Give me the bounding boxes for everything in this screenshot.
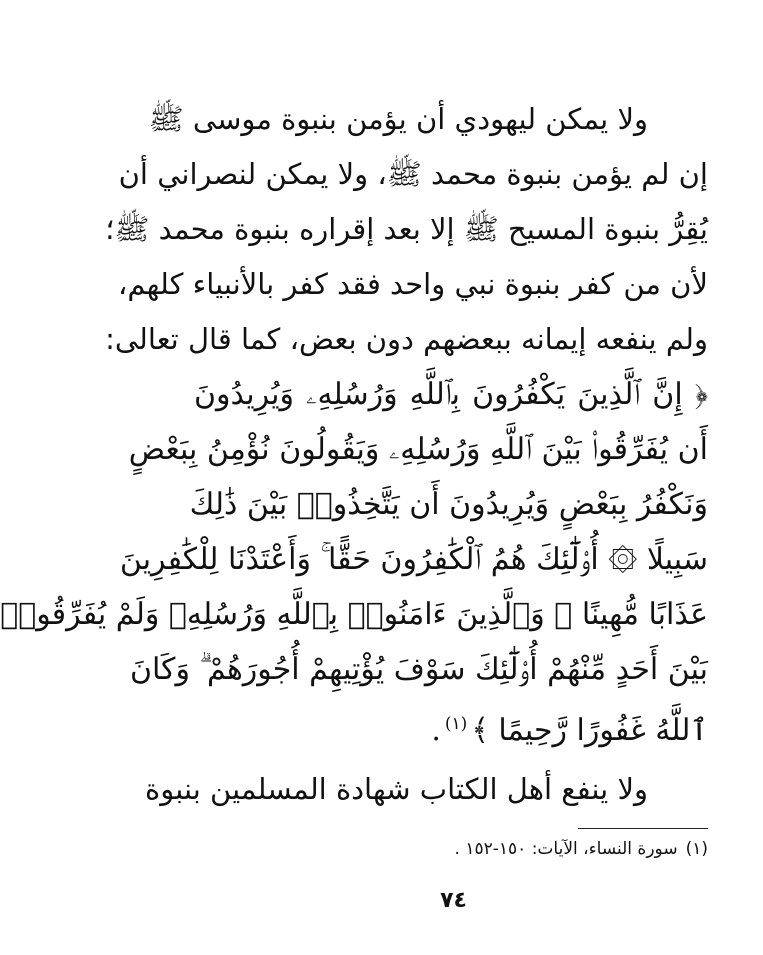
text-line-last: ولا ينفع أهل الكتاب شهادة المسلمين بنبوة [145, 772, 648, 806]
footnote-number: (١) [685, 839, 708, 859]
quran-line-1: ﴿ إِنَّ ٱلَّذِينَ يَكْفُرُونَ بِٱللَّهِ وَرُسُلِهِۦ وَيُرِيدُونَ [194, 377, 708, 412]
quran-end-period: . [431, 713, 441, 748]
quran-line-2: أَن يُفَرِّقُوا۟ بَيْنَ ٱللَّهِ وَرُسُلِهِۦ وَيَقُولُونَ نُؤْمِنُ بِبَعْضٍ [128, 432, 708, 467]
text-line-3: يُقِرُّ بنبوة المسيح ﷺ إلا بعد إقراره بنبوة محمد ﷺ؛ [105, 212, 708, 246]
main-text [0, 92, 708, 817]
footnote-text: سورة النساء، الآيات: ١٥٠-١٥٢ . [454, 839, 678, 859]
quran-line-7-text: ٱللَّهُ غَفُورًا رَّحِيمًا ﴾ [471, 713, 708, 748]
footnote-divider [578, 828, 708, 829]
footnote [194, 836, 708, 862]
quran-line-5: عَذَابًا مُّهِينًا ۞ وَٱلَّذِينَ ءَامَنُوا۟ بِٱللَّهِ وَرُسُلِهِۦ وَلَمْ يُفَرِّقُوا۟ [0, 597, 708, 632]
text-line-2: إن لم يؤمن بنبوة محمد ﷺ، ولا يمكن لنصراني أن [118, 157, 708, 191]
text-line-4: لأن من كفر بنبوة نبي واحد فقد كفر بالأنبياء كلهم، [118, 267, 708, 301]
quran-line-3: وَنَكْفُرُ بِبَعْضٍ وَيُرِيدُونَ أَن يَتَّخِذُوا۟ بَيْنَ ذَٰلِكَ [189, 487, 708, 522]
text-line-1: ولا يمكن ليهودي أن يؤمن بنبوة موسى ﷺ [148, 102, 648, 136]
quran-line-6: بَيْنَ أَحَدٍ مِّنْهُمْ أُو۟لَٰٓئِكَ سَوْفَ يُؤْتِيهِمْ أُجُورَهُمْ ۗ وَكَانَ [130, 652, 708, 687]
footnote-reference: (١) [444, 714, 468, 734]
quran-line-4: سَبِيلًا ۞ أُو۟لَٰٓئِكَ هُمُ ٱلْكَٰفِرُونَ حَقًّا ۚ وَأَعْتَدْنَا لِلْكَٰفِرِينَ [119, 542, 708, 577]
page-number: ٧٤ [440, 888, 467, 913]
text-line-5: ولم ينفعه إيمانه ببعضهم دون بعض، كما قال تعالى: [105, 322, 708, 356]
quran-line-7 [194, 697, 708, 752]
